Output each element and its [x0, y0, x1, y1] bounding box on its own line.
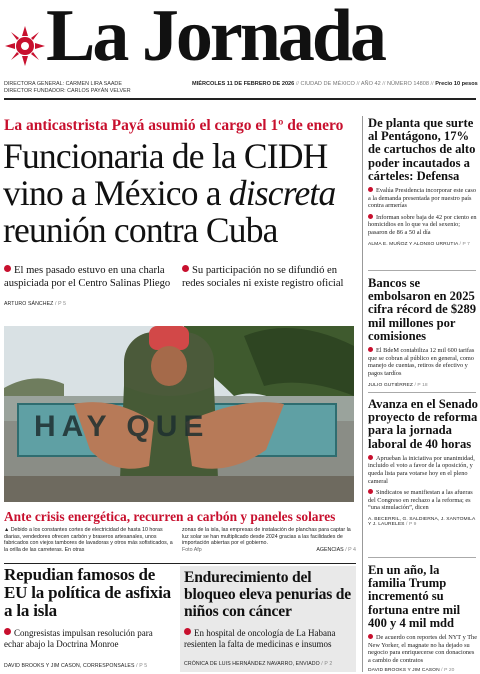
masthead: [0, 0, 480, 92]
director-fundador: DIRECTOR FUNDADOR: CARLOS PAYÁN VELVER: [4, 88, 131, 94]
sidebar-story-2[interactable]: [368, 277, 478, 388]
sidebar-story-1[interactable]: [368, 117, 478, 247]
sign-text: HAY QUE: [34, 410, 210, 443]
bullet-dot-icon: [368, 214, 373, 219]
photo-credit: Foto Afp: [182, 546, 202, 553]
story-bl-headline[interactable]: Repudian famosos de EU la política de asfixia a la isla: [4, 565, 171, 620]
sidebar-rule-2: [368, 392, 476, 393]
photo-caption-title: Ante crisis energética, recurren a carbón y paneles solares: [4, 509, 336, 524]
year: AÑO 42: [360, 81, 381, 87]
sidebar-story-4-headline: En un año, la familia Trump incrementó su fortuna entre mil 400 y 4 mil mdd: [368, 563, 461, 630]
lead-headline-emphasis: discreta: [228, 173, 336, 213]
lead-byline: ARTURO SÁNCHEZ / P 5: [4, 301, 67, 307]
date-line: MIÉRCOLES 11 DE FEBRERO DE 2026 // CIUDAD DE MÉXICO // AÑO 42 // NÚMERO 14808 // Precio 10 pesos: [192, 81, 478, 87]
sidebar-story-3-byline: A. BECERRIL, G. SALDIERNA, J. XANTOMILA Y J. LAURELES / P 9: [368, 516, 476, 527]
sidebar-rule-1: [368, 270, 476, 271]
sidebar-story-1-byline: ALMA E. MUÑOZ Y ALONSO URRUTIA / P 7: [368, 241, 471, 247]
sun-logo-icon: [5, 26, 45, 66]
issue-number: NÚMERO 14808: [386, 81, 429, 87]
bullet-dot-icon: [368, 489, 373, 494]
lead-bullet-1: El mes pasado estuvo en una charla auspiciada por el Centro Salinas Pliego: [4, 265, 171, 289]
story-bc-byline: CRÓNICA DE LUIS HERNÁNDEZ NAVARRO, ENVIADO / P 2: [184, 661, 333, 667]
logo[interactable]: La Jornada: [46, 0, 385, 77]
sidebar-story-3[interactable]: [368, 398, 478, 527]
story-bl-bullet: Congresistas impulsan resolución para echar abajo la Doctrina Monroe: [4, 628, 153, 649]
photo-caption-right: zonas de la isla, las empresas de instalación de planchas para captar la luz solar se han multiplicado desde 2024 gracias a las facilidades de importación abiertas por el gobierno. Foto Afp AGENCIAS / P 4: [182, 527, 356, 553]
lead-headline-line-2: vino a México a discreta: [3, 173, 336, 213]
bullet-dot-icon: [4, 628, 11, 635]
agency-credit: AGENCIAS / P 4: [316, 547, 356, 553]
bullet-dot-icon: [368, 455, 373, 460]
photo-caption-left: ▲ Debido a los constantes cortes de electricidad de hasta 10 horas diarias, vendedores ofrecen carbón y braseros artesanales, unos fabricados con viejos tambores de lavadoras y otros más sofisticados, a la orilla de las carreteras. En otras: [4, 527, 173, 553]
sidebar-story-4[interactable]: [368, 564, 478, 673]
bullet-dot-icon: [4, 265, 11, 272]
masthead-rule: [4, 98, 476, 100]
lead-photo[interactable]: [4, 326, 354, 502]
sidebar-story-3-bullet-1: Aprueban la iniciativa por unanimidad, incluido el voto a favor de la oposición, y queda lista para votarse hoy en el pleno cameral: [368, 454, 475, 485]
city: CIUDAD DE MÉXICO: [300, 81, 355, 87]
lead-bottom-rule: [4, 563, 356, 564]
lead-kicker: La anticastrista Payá asumió el cargo el 1º de enero: [4, 117, 344, 134]
sidebar-story-2-bullet-1: El BdeM contabiliza 12 mil 600 tarifas que se cobran al público en general, como manejo de cuentas, retiros de efectivo y pagos tardíos: [368, 347, 475, 377]
bullet-dot-icon: [368, 347, 373, 352]
sidebar-story-4-byline: DAVID BROOKS Y JIM CASON / P 20: [368, 668, 455, 674]
lead-headline-line-1: Funcionaria de la CIDH: [3, 136, 328, 176]
story-bc-bullet: En hospital de oncología de La Habana resienten la falta de medicinas e insumos: [184, 628, 336, 649]
sidebar-story-3-bullet-2: Sindicatos se manifiestan a las afueras del Congreso en rechazo a la reforma; es “una simulación”, dicen: [368, 489, 473, 512]
price: Precio 10 pesos: [435, 81, 478, 87]
bullet-dot-icon: [368, 187, 373, 192]
sidebar-story-1-bullet-1: Evalúa Presidencia incorporar este caso a la demanda presentada por nuestro país contra armerías: [368, 187, 477, 210]
bullet-dot-icon: [368, 634, 373, 639]
sidebar-story-2-headline: Bancos se embolsaron en 2025 cifra récord de $289 mil millones por comisiones: [368, 276, 477, 343]
sidebar-story-1-headline: De planta que surte al Pentágono, 17% de cartuchos de alto poder incautados a cárteles: Defensa: [368, 116, 476, 183]
sidebar-story-1-bullet-2: Informan sobre baja de 42 por ciento en homicidios en lo que va del sexenio; pasaron de 86 a 50 al día: [368, 213, 477, 236]
lead-headline[interactable]: [3, 138, 359, 249]
bullet-dot-icon: [182, 265, 189, 272]
director-general: DIRECTORA GENERAL: CARMEN LIRA SAADE: [4, 81, 122, 87]
sidebar-story-3-headline: Avanza en el Senado proyecto de reforma para la jornada laboral de 40 horas: [368, 397, 478, 451]
sidebar-rule-3: [368, 557, 476, 558]
story-bc-headline: Endurecimiento del bloqueo eleva penurias de niños con cáncer: [184, 569, 351, 620]
sidebar-divider: [362, 116, 363, 672]
lead-bullet-2: Su participación no se difundió en redes sociales ni existe registro oficial: [182, 265, 344, 289]
story-bl-byline: DAVID BROOKS Y JIM CASON, CORRESPONSALES / P 5: [4, 663, 148, 669]
sidebar-story-4-bullet-1: De acuerdo con reportes del NYT y The New Yorker, el magnate no ha dejado su negocio para enriquecerse con donaciones a cambio de contratos: [368, 634, 478, 664]
date: MIÉRCOLES 11 DE FEBRERO DE 2026: [192, 81, 295, 87]
lead-headline-line-3: reunión contra Cuba: [3, 210, 278, 250]
sidebar-story-2-byline: JULIO GUTIÉRREZ / P 18: [368, 383, 428, 389]
bullet-dot-icon: [184, 628, 191, 635]
